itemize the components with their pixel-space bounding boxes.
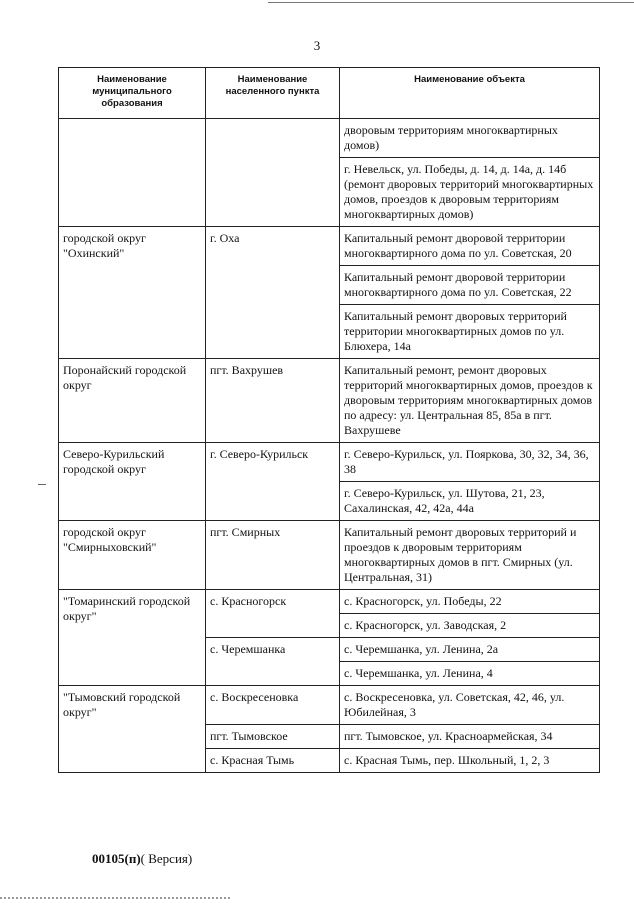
cell-municipality	[59, 119, 206, 227]
header-object: Наименование объекта	[340, 68, 600, 119]
cell-object: дворовым территориям многоквартирных домов)	[340, 119, 600, 158]
cell-municipality: городской округ "Охинский"	[59, 227, 206, 359]
cell-object: г. Северо-Курильск, ул. Шутова, 21, 23, Сахалинская, 42, 42а, 44а	[340, 482, 600, 521]
objects-table	[58, 67, 600, 773]
cell-settlement: с. Черемшанка	[206, 638, 340, 686]
cell-settlement: г. Оха	[206, 227, 340, 359]
table-header-row	[59, 68, 600, 119]
cell-settlement: пгт. Смирных	[206, 521, 340, 590]
cell-object: Капитальный ремонт дворовой территории многоквартирного дома по ул. Советская, 22	[340, 266, 600, 305]
table-row	[59, 119, 600, 158]
cell-settlement: пгт. Тымовское	[206, 725, 340, 749]
top-rule	[268, 2, 634, 3]
document-version: ( Версия)	[140, 851, 193, 866]
cell-object: пгт. Тымовское, ул. Красноармейская, 34	[340, 725, 600, 749]
cell-object: Капитальный ремонт дворовых территорий и проездов к дворовым территориям многоквартирных домов в пгт. Смирных (ул. Центральная, 31)	[340, 521, 600, 590]
cell-settlement: с. Воскресеновка	[206, 686, 340, 725]
cell-settlement: пгт. Вахрушев	[206, 359, 340, 443]
margin-mark	[38, 484, 46, 485]
cell-settlement: с. Красногорск	[206, 590, 340, 638]
table-row	[59, 590, 600, 614]
cell-municipality: "Тымовский городской округ"	[59, 686, 206, 773]
cell-municipality: Поронайский городской округ	[59, 359, 206, 443]
cell-object: г. Невельск, ул. Победы, д. 14, д. 14а, д. 14б (ремонт дворовых территорий многоквартирных домов, проездов к дворовым территориям многоквартирных домов)	[340, 158, 600, 227]
document-code: 00105(п)	[92, 851, 141, 866]
header-settlement: Наименование населенного пункта	[206, 68, 340, 119]
page-number: 3	[313, 38, 321, 53]
scan-artifact	[0, 897, 230, 899]
cell-settlement	[206, 119, 340, 227]
cell-object: с. Красногорск, ул. Победы, 22	[340, 590, 600, 614]
header-municipality: Наименование муниципального образования	[59, 68, 206, 119]
cell-object: с. Красная Тымь, пер. Школьный, 1, 2, 3	[340, 749, 600, 773]
cell-object: Капитальный ремонт дворовой территории многоквартирного дома по ул. Советская, 20	[340, 227, 600, 266]
cell-object: с. Красногорск, ул. Заводская, 2	[340, 614, 600, 638]
cell-settlement: с. Красная Тымь	[206, 749, 340, 773]
cell-object: с. Воскресеновка, ул. Советская, 42, 46, ул. Юбилейная, 3	[340, 686, 600, 725]
cell-object: с. Черемшанка, ул. Ленина, 2а	[340, 638, 600, 662]
cell-municipality: Северо-Курильский городской округ	[59, 443, 206, 521]
cell-object: с. Черемшанка, ул. Ленина, 4	[340, 662, 600, 686]
table-row	[59, 359, 600, 443]
cell-municipality: "Томаринский городской округ"	[59, 590, 206, 686]
table-row	[59, 227, 600, 266]
table-row	[59, 521, 600, 590]
table-row	[59, 443, 600, 482]
table-row	[59, 686, 600, 725]
cell-municipality: городской округ "Смирныховский"	[59, 521, 206, 590]
cell-object: г. Северо-Курильск, ул. Пояркова, 30, 32, 34, 36, 38	[340, 443, 600, 482]
cell-object: Капитальный ремонт дворовых территорий территории многоквартирных домов по ул. Блюхера, 14а	[340, 305, 600, 359]
footer-code	[92, 851, 192, 867]
cell-object: Капитальный ремонт, ремонт дворовых территорий многоквартирных домов, проездов к дворовым территориям многоквартирных домов по адресу: ул. Центральная 85, 85а в пгт. Вахрушеве	[340, 359, 600, 443]
cell-settlement: г. Северо-Курильск	[206, 443, 340, 521]
